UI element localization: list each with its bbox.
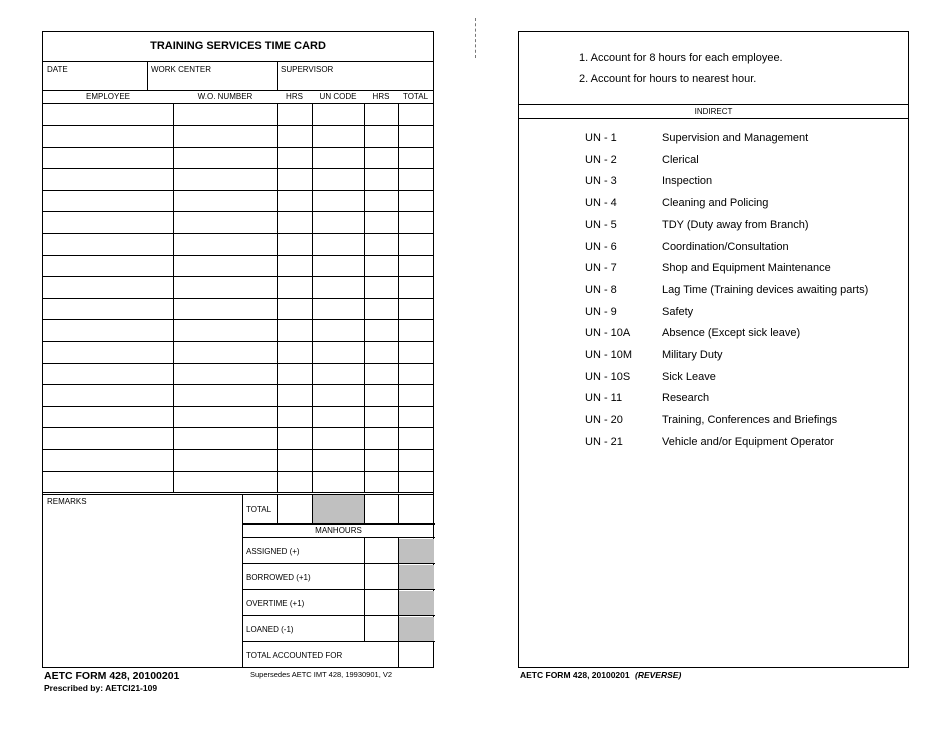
- manhours-shaded-cell: [399, 591, 434, 616]
- table-row: [43, 320, 433, 342]
- manhours-row-label: LOANED (-1): [246, 625, 294, 634]
- header-fields-row: [43, 62, 433, 91]
- un-code-cell[interactable]: [312, 255, 364, 277]
- un-code-cell[interactable]: [312, 298, 364, 320]
- un-code: UN - 4: [585, 197, 617, 209]
- hrs2-cell[interactable]: [364, 277, 398, 299]
- un-code: UN - 1: [585, 132, 617, 144]
- table-row: [43, 298, 433, 320]
- employee-cell[interactable]: [43, 428, 173, 450]
- un-description: Safety: [662, 306, 694, 318]
- un-code: UN - 20: [585, 414, 623, 426]
- hrs-cell[interactable]: [277, 190, 312, 212]
- wo-number-cell[interactable]: [173, 234, 277, 256]
- un-description: Clerical: [662, 154, 699, 166]
- un-code-cell[interactable]: [312, 406, 364, 428]
- manhours-value-field[interactable]: [365, 538, 398, 564]
- work-center-label: WORK CENTER: [151, 65, 211, 74]
- un-code-cell[interactable]: [312, 212, 364, 234]
- hrs2-cell[interactable]: [364, 471, 398, 493]
- hrs2-cell[interactable]: [364, 363, 398, 385]
- hrs-cell[interactable]: [277, 363, 312, 385]
- table-row: [43, 385, 433, 407]
- un-code-cell[interactable]: [312, 363, 364, 385]
- col-hrs-2: HRS: [372, 92, 390, 101]
- employee-cell[interactable]: [43, 190, 173, 212]
- wo-number-cell[interactable]: [173, 190, 277, 212]
- remarks-label: REMARKS: [47, 497, 87, 506]
- table-row: [43, 104, 433, 126]
- hrs2-cell[interactable]: [364, 385, 398, 407]
- employee-cell[interactable]: [43, 212, 173, 234]
- un-code-cell[interactable]: [312, 277, 364, 299]
- col-hrs-1: HRS: [286, 92, 303, 101]
- employee-cell[interactable]: [43, 363, 173, 385]
- un-code: UN - 6: [585, 241, 617, 253]
- col-total: TOTAL: [402, 92, 429, 101]
- reverse-label: (REVERSE): [634, 670, 682, 680]
- table-row: [43, 190, 433, 212]
- wo-number-cell[interactable]: [173, 385, 277, 407]
- un-code: UN - 11: [585, 392, 623, 404]
- employee-cell[interactable]: [43, 298, 173, 320]
- wo-number-cell[interactable]: [173, 147, 277, 169]
- total-cell[interactable]: [398, 212, 433, 234]
- un-code-cell[interactable]: [312, 428, 364, 450]
- un-code-cell[interactable]: [312, 126, 364, 148]
- total-cell[interactable]: [398, 406, 433, 428]
- table-row: [43, 277, 433, 299]
- hrs2-cell[interactable]: [364, 428, 398, 450]
- wo-number-cell[interactable]: [173, 298, 277, 320]
- un-code-cell[interactable]: [312, 234, 364, 256]
- hrs2-cell[interactable]: [364, 212, 398, 234]
- hrs2-cell[interactable]: [364, 298, 398, 320]
- total-cell[interactable]: [398, 385, 433, 407]
- back-form-id: [520, 670, 681, 680]
- front-form: [42, 31, 434, 668]
- employee-cell[interactable]: [43, 234, 173, 256]
- un-description: Shop and Equipment Maintenance: [662, 262, 831, 274]
- un-code-cell[interactable]: [312, 104, 364, 126]
- un-code: UN - 7: [585, 262, 617, 274]
- manhours-value-field[interactable]: [365, 564, 398, 590]
- manhours-value-field[interactable]: [365, 616, 398, 642]
- un-description: TDY (Duty away from Branch): [662, 219, 809, 231]
- un-description: Research: [662, 392, 710, 404]
- un-code-cell[interactable]: [312, 320, 364, 342]
- total-cell[interactable]: [398, 450, 433, 472]
- table-row: [43, 169, 433, 191]
- hrs-cell[interactable]: [277, 277, 312, 299]
- un-code: UN - 10A: [585, 327, 631, 339]
- hrs2-cell[interactable]: [364, 406, 398, 428]
- employee-cell[interactable]: [43, 255, 173, 277]
- instruction-2: 2. Account for hours to nearest hour.: [579, 73, 757, 85]
- manhours-shaded-cell: [399, 539, 434, 564]
- remarks-field[interactable]: [47, 508, 237, 666]
- wo-number-cell[interactable]: [173, 428, 277, 450]
- total-label: TOTAL: [246, 505, 272, 514]
- un-code: UN - 5: [585, 219, 617, 231]
- total-cell[interactable]: [398, 471, 433, 493]
- table-row: [43, 406, 433, 428]
- hrs2-cell[interactable]: [364, 147, 398, 169]
- total-cell[interactable]: [398, 342, 433, 364]
- manhours-value-field[interactable]: [365, 590, 398, 616]
- employee-cell[interactable]: [43, 169, 173, 191]
- manhours-shaded-cell: [399, 617, 434, 642]
- fold-line: [475, 18, 476, 58]
- manhours-label: MANHOURS: [315, 526, 362, 535]
- wo-number-cell[interactable]: [173, 363, 277, 385]
- table-row: [43, 234, 433, 256]
- hrs-cell[interactable]: [277, 342, 312, 364]
- table-row: [43, 342, 433, 364]
- hrs2-cell[interactable]: [364, 169, 398, 191]
- wo-number-cell[interactable]: [173, 126, 277, 148]
- un-description: Lag Time (Training devices awaiting parts): [662, 284, 869, 296]
- un-code-cell[interactable]: [312, 169, 364, 191]
- hrs-cell[interactable]: [277, 234, 312, 256]
- un-code-cell[interactable]: [312, 190, 364, 212]
- wo-number-cell[interactable]: [173, 450, 277, 472]
- un-description: Coordination/Consultation: [662, 241, 789, 253]
- hrs-cell[interactable]: [277, 428, 312, 450]
- table-row: [43, 471, 433, 493]
- hrs2-cell[interactable]: [364, 190, 398, 212]
- hrs2-cell[interactable]: [364, 234, 398, 256]
- un-code: UN - 2: [585, 154, 617, 166]
- hrs2-cell[interactable]: [364, 255, 398, 277]
- supervisor-field[interactable]: [277, 62, 433, 90]
- hrs-cell[interactable]: [277, 147, 312, 169]
- table-row: [43, 255, 433, 277]
- total-cell[interactable]: [398, 104, 433, 126]
- employee-cell[interactable]: [43, 406, 173, 428]
- total-hrs-field[interactable]: [278, 495, 312, 524]
- total-cell[interactable]: [398, 147, 433, 169]
- un-description: Sick Leave: [662, 371, 716, 383]
- employee-cell[interactable]: [43, 277, 173, 299]
- table-row: [43, 147, 433, 169]
- un-description: Absence (Except sick leave): [662, 327, 801, 339]
- supersedes-note: Supersedes AETC IMT 428, 19930901, V2: [250, 670, 393, 679]
- table-row: [43, 428, 433, 450]
- instruction-1: 1. Account for 8 hours for each employee.: [579, 52, 783, 64]
- hrs-cell[interactable]: [277, 169, 312, 191]
- total-un-code-shaded: [313, 495, 364, 524]
- un-code: UN - 3: [585, 175, 617, 187]
- employee-cell[interactable]: [43, 385, 173, 407]
- wo-number-cell[interactable]: [173, 212, 277, 234]
- un-description: Military Duty: [662, 349, 723, 361]
- manhours-row-label: BORROWED (+1): [246, 573, 311, 582]
- hrs-cell[interactable]: [277, 406, 312, 428]
- total-cell[interactable]: [398, 190, 433, 212]
- table-row: [43, 450, 433, 472]
- wo-number-cell[interactable]: [173, 255, 277, 277]
- date-label: DATE: [47, 65, 68, 74]
- un-code: UN - 9: [585, 306, 617, 318]
- employee-cell[interactable]: [43, 320, 173, 342]
- total-cell[interactable]: [398, 363, 433, 385]
- col-wo-number: W.O. NUMBER: [197, 92, 253, 101]
- total-cell[interactable]: [398, 255, 433, 277]
- un-description: Cleaning and Policing: [662, 197, 769, 209]
- un-description: Supervision and Management: [662, 132, 809, 144]
- employee-cell[interactable]: [43, 471, 173, 493]
- hrs-cell[interactable]: [277, 212, 312, 234]
- back-form: [518, 31, 909, 668]
- supervisor-label: SUPERVISOR: [281, 65, 334, 74]
- wo-number-cell[interactable]: [173, 277, 277, 299]
- employee-cell[interactable]: [43, 450, 173, 472]
- un-code: UN - 8: [585, 284, 617, 296]
- un-code: UN - 10M: [585, 349, 633, 361]
- hrs2-cell[interactable]: [364, 104, 398, 126]
- manhours-row-label: ASSIGNED (+): [246, 547, 300, 556]
- hrs-cell[interactable]: [277, 320, 312, 342]
- wo-number-cell[interactable]: [173, 104, 277, 126]
- total-cell[interactable]: [398, 169, 433, 191]
- un-code-cell[interactable]: [312, 385, 364, 407]
- un-code-cell[interactable]: [312, 450, 364, 472]
- un-code: UN - 21: [585, 436, 623, 448]
- hrs-cell[interactable]: [277, 104, 312, 126]
- hrs-cell[interactable]: [277, 298, 312, 320]
- back-form-id-text: AETC FORM 428, 20100201: [520, 670, 630, 680]
- un-description: Inspection: [662, 175, 713, 187]
- table-row: [43, 212, 433, 234]
- front-form-id: AETC FORM 428, 20100201: [44, 670, 180, 682]
- total-cell[interactable]: [398, 234, 433, 256]
- hrs2-cell[interactable]: [364, 320, 398, 342]
- total-accounted-field[interactable]: [399, 642, 434, 668]
- hrs-cell[interactable]: [277, 471, 312, 493]
- hrs2-cell[interactable]: [364, 342, 398, 364]
- un-code-cell[interactable]: [312, 342, 364, 364]
- table-row: [43, 126, 433, 148]
- entry-table: [43, 104, 433, 493]
- manhours-shaded-cell: [399, 565, 434, 590]
- wo-number-cell[interactable]: [173, 406, 277, 428]
- employee-cell[interactable]: [43, 126, 173, 148]
- hrs-cell[interactable]: [277, 450, 312, 472]
- wo-number-cell[interactable]: [173, 320, 277, 342]
- hrs2-cell[interactable]: [364, 126, 398, 148]
- un-code-cell[interactable]: [312, 147, 364, 169]
- manhours-row-label: TOTAL ACCOUNTED FOR: [246, 651, 343, 660]
- col-un-code: UN CODE: [319, 92, 357, 101]
- table-row: [43, 363, 433, 385]
- date-field[interactable]: [43, 62, 147, 90]
- col-employee: EMPLOYEE: [85, 92, 130, 101]
- wo-number-cell[interactable]: [173, 169, 277, 191]
- total-cell[interactable]: [398, 298, 433, 320]
- manhours-row-label: OVERTIME (+1): [246, 599, 305, 608]
- wo-number-cell[interactable]: [173, 471, 277, 493]
- hrs-cell[interactable]: [277, 255, 312, 277]
- indirect-label: INDIRECT: [694, 107, 733, 116]
- employee-cell[interactable]: [43, 104, 173, 126]
- prescribed-by: Prescribed by: AETCI21-109: [44, 683, 158, 693]
- un-description: Vehicle and/or Equipment Operator: [662, 436, 834, 448]
- employee-cell[interactable]: [43, 147, 173, 169]
- total-cell[interactable]: [398, 320, 433, 342]
- hrs-cell[interactable]: [277, 126, 312, 148]
- un-code: UN - 10S: [585, 371, 631, 383]
- hrs2-cell[interactable]: [364, 450, 398, 472]
- total-cell[interactable]: [398, 428, 433, 450]
- hrs-cell[interactable]: [277, 385, 312, 407]
- total-cell[interactable]: [398, 126, 433, 148]
- un-code-cell[interactable]: [312, 471, 364, 493]
- total-cell[interactable]: [398, 277, 433, 299]
- wo-number-cell[interactable]: [173, 342, 277, 364]
- employee-cell[interactable]: [43, 342, 173, 364]
- work-center-field[interactable]: [147, 62, 277, 90]
- un-description: Training, Conferences and Briefings: [662, 414, 838, 426]
- form-title: TRAINING SERVICES TIME CARD: [43, 32, 433, 62]
